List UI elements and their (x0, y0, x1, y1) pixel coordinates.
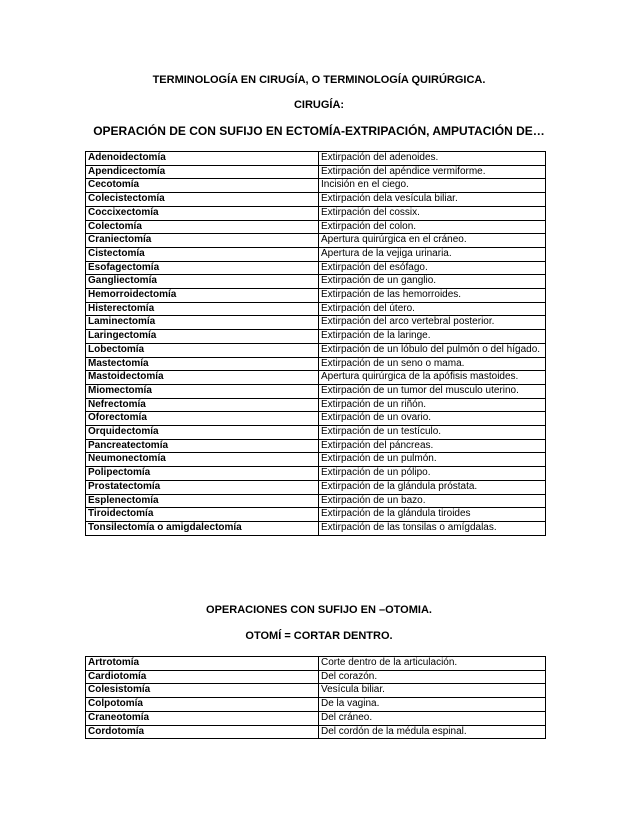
definition-cell: Del cordón de la médula espinal. (319, 725, 546, 739)
definition-cell: Extirpación de un lóbulo del pulmón o del hígado. (319, 343, 546, 357)
table-row (86, 398, 546, 412)
otomy-table-body (86, 657, 546, 739)
table-row (86, 657, 546, 671)
definition-cell: Extirpación de la glándula tiroides (319, 508, 546, 522)
definition-cell: Del corazón. (319, 670, 546, 684)
table-row (86, 480, 546, 494)
term-cell: Neumonectomía (86, 453, 319, 467)
definition-cell: Extirpación de la laringe. (319, 330, 546, 344)
definition-cell: Extirpación del arco vertebral posterior. (319, 316, 546, 330)
term-cell: Adenoidectomía (86, 152, 319, 166)
term-cell: Lobectomía (86, 343, 319, 357)
term-cell: Apendicectomía (86, 165, 319, 179)
term-cell: Artrotomía (86, 657, 319, 671)
definition-cell: Corte dentro de la articulación. (319, 657, 546, 671)
term-cell: Orquidectomía (86, 426, 319, 440)
page-subtitle: CIRUGÍA: (293, 99, 345, 111)
term-cell: Prostatectomía (86, 480, 319, 494)
definition-cell: Del cráneo. (319, 711, 546, 725)
definition-cell: Extirpación de un ganglio. (319, 275, 546, 289)
definition-cell: Extirpación del colon. (319, 220, 546, 234)
term-cell: Coccixectomía (86, 206, 319, 220)
definition-cell: Extirpación dela vesícula biliar. (319, 193, 546, 207)
term-cell: Histerectomía (86, 302, 319, 316)
definition-cell: Extirpación de un pulmón. (319, 453, 546, 467)
term-cell: Colecistectomía (86, 193, 319, 207)
table-row (86, 357, 546, 371)
definition-cell: Extirpación del adenoides. (319, 152, 546, 166)
term-cell: Nefrectomía (86, 398, 319, 412)
table-row (86, 371, 546, 385)
definition-cell: Extirpación de las tonsilas o amígdalas. (319, 521, 546, 535)
table-row (86, 152, 546, 166)
term-cell: Laminectomía (86, 316, 319, 330)
otomy-table (85, 656, 546, 739)
table-row (86, 165, 546, 179)
term-cell: Tiroidectomía (86, 508, 319, 522)
term-cell: Craniectomía (86, 234, 319, 248)
term-cell: Cecotomía (86, 179, 319, 193)
definition-cell: Extirpación de un testículo. (319, 426, 546, 440)
term-cell: Laringectomía (86, 330, 319, 344)
table-row (86, 725, 546, 739)
term-cell: Esofagectomía (86, 261, 319, 275)
table-row (86, 494, 546, 508)
definition-cell: Vesícula biliar. (319, 684, 546, 698)
table-row (86, 220, 546, 234)
table-row (86, 275, 546, 289)
table-row (86, 670, 546, 684)
section-heading-ectomy: OPERACIÓN DE CON SUFIJO EN ECTOMÍA-EXTRIPACIÓN, AMPUTACIÓN DE… (93, 124, 545, 138)
table-row (86, 467, 546, 481)
definition-cell: Extirpación de la glándula próstata. (319, 480, 546, 494)
table-row (86, 439, 546, 453)
definition-cell: Apertura quirúrgica en el cráneo. (319, 234, 546, 248)
page-title: TERMINOLOGÍA EN CIRUGÍA, O TERMINOLOGÍA QUIRÚRGICA. (152, 74, 486, 86)
definition-cell: Extirpación del apéndice vermiforme. (319, 165, 546, 179)
term-cell: Gangliectomía (86, 275, 319, 289)
section-subheading-otomy: OTOMÍ = CORTAR DENTRO. (245, 630, 393, 642)
term-cell: Mastectomía (86, 357, 319, 371)
table-row (86, 193, 546, 207)
table-row (86, 316, 546, 330)
definition-cell: Extirpación de un seno o mama. (319, 357, 546, 371)
definition-cell: Extirpación de las hemorroides. (319, 289, 546, 303)
definition-cell: Extirpación de un pólipo. (319, 467, 546, 481)
table-row (86, 179, 546, 193)
term-cell: Colectomía (86, 220, 319, 234)
table-row (86, 343, 546, 357)
definition-cell: Extirpación de un riñón. (319, 398, 546, 412)
ectomy-table (85, 151, 546, 536)
term-cell: Cistectomía (86, 247, 319, 261)
definition-cell: Apertura de la vejiga urinaria. (319, 247, 546, 261)
term-cell: Oforectomía (86, 412, 319, 426)
term-cell: Miomectomía (86, 384, 319, 398)
definition-cell: Extirpación del páncreas. (319, 439, 546, 453)
definition-cell: Incisión en el ciego. (319, 179, 546, 193)
table-row (86, 412, 546, 426)
definition-cell: De la vagina. (319, 698, 546, 712)
definition-cell: Extirpación del útero. (319, 302, 546, 316)
definition-cell: Extirpación del cossix. (319, 206, 546, 220)
term-cell: Craneotomía (86, 711, 319, 725)
table-row (86, 384, 546, 398)
table-row (86, 426, 546, 440)
definition-cell: Extirpación de un bazo. (319, 494, 546, 508)
definition-cell: Extirpación de un ovario. (319, 412, 546, 426)
definition-cell: Extirpación de un tumor del musculo uterino. (319, 384, 546, 398)
table-row (86, 289, 546, 303)
term-cell: Cardiotomía (86, 670, 319, 684)
term-cell: Esplenectomía (86, 494, 319, 508)
table-row (86, 247, 546, 261)
table-row (86, 508, 546, 522)
table-row (86, 206, 546, 220)
table-row (86, 684, 546, 698)
term-cell: Hemorroidectomía (86, 289, 319, 303)
term-cell: Mastoidectomía (86, 371, 319, 385)
table-row (86, 711, 546, 725)
definition-cell: Extirpación del esófago. (319, 261, 546, 275)
term-cell: Cordotomía (86, 725, 319, 739)
table-row (86, 521, 546, 535)
table-row (86, 302, 546, 316)
table-row (86, 453, 546, 467)
table-row (86, 698, 546, 712)
table-row (86, 234, 546, 248)
term-cell: Colesistomía (86, 684, 319, 698)
term-cell: Pancreatectomía (86, 439, 319, 453)
definition-cell: Apertura quirúrgica de la apófisis mastoides. (319, 371, 546, 385)
ectomy-table-body (86, 152, 546, 536)
term-cell: Tonsilectomía o amigdalectomía (86, 521, 319, 535)
table-row (86, 261, 546, 275)
table-row (86, 330, 546, 344)
term-cell: Polipectomía (86, 467, 319, 481)
section-heading-otomy: OPERACIONES CON SUFIJO EN –OTOMIA. (206, 604, 432, 616)
term-cell: Colpotomía (86, 698, 319, 712)
